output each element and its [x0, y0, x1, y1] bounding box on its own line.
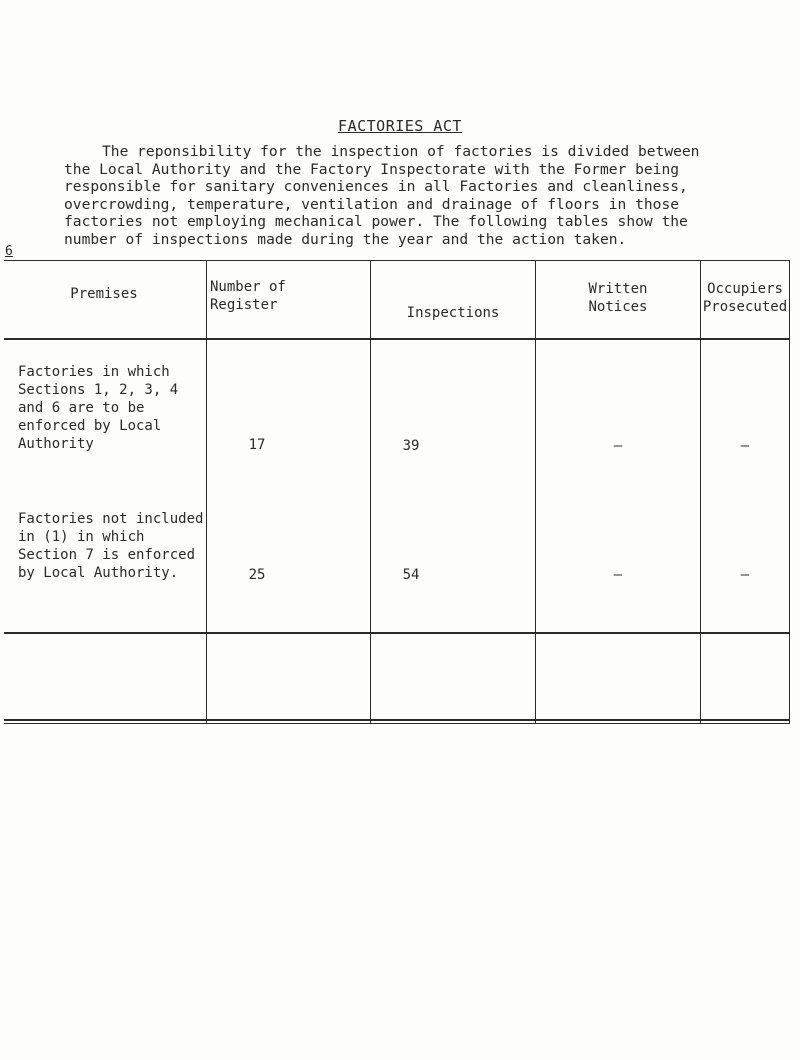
intro-line: factories not employing mechanical power. The following tables show the [64, 213, 688, 230]
col-divider [535, 260, 536, 723]
header-prosecuted [701, 280, 789, 316]
cell-prosecuted: – [740, 567, 750, 583]
col-divider [206, 260, 207, 723]
cell-inspections: 54 [402, 567, 420, 583]
intro-line: overcrowding, temperature, ventilation and drainage of floors in those [64, 195, 680, 213]
page-mark: 6 [5, 244, 13, 259]
page-title: FACTORIES ACT [338, 117, 462, 135]
header-notices-line: Written [588, 281, 648, 297]
intro-line: The reponsibility for the inspection of factories is divided between [102, 143, 700, 160]
premises-line: Factories in which [18, 364, 170, 380]
col-divider [370, 260, 371, 723]
header-inspections: Inspections [406, 305, 500, 321]
cell-register: 17 [248, 437, 266, 453]
cell-notices: – [613, 438, 623, 454]
header-register-line: Number of [210, 279, 286, 295]
premises-line: Section 7 is enforced [18, 547, 196, 563]
col-divider [700, 260, 701, 723]
premises-line: in (1) in which [18, 529, 145, 545]
intro-paragraph [64, 143, 724, 248]
table-row-premises [18, 510, 206, 582]
col-divider [789, 260, 790, 723]
total-top-rule [4, 632, 790, 634]
header-notices [536, 280, 700, 316]
table-bottom-rule-2 [4, 723, 790, 724]
header-prosecuted-line: Occupiers [707, 281, 783, 297]
cell-prosecuted: – [740, 438, 750, 454]
intro-line: responsible for sanitary conveniences in all Factories and cleanliness, [64, 178, 688, 195]
header-register [210, 278, 370, 314]
header-notices-line: Notices [588, 299, 648, 315]
header-premises: Premises [70, 286, 138, 302]
header-bottom-rule [4, 338, 790, 340]
cell-notices: – [613, 567, 623, 583]
cell-register: 25 [248, 567, 266, 583]
premises-line: Authority [18, 436, 94, 452]
header-prosecuted-line: Prosecuted [702, 299, 788, 315]
intro-line: number of inspections made during the year and the action taken. [64, 230, 627, 248]
premises-line: Sections 1, 2, 3, 4 [18, 382, 179, 398]
premises-line: and 6 are to be [18, 400, 145, 416]
table-row-premises [18, 363, 206, 453]
premises-line: Factories not included [18, 511, 204, 527]
cell-inspections: 39 [402, 438, 420, 454]
premises-line: by Local Authority. [18, 565, 179, 581]
table-top-rule [4, 260, 790, 261]
intro-line: the Local Authority and the Factory Inspectorate with the Former being [64, 160, 680, 178]
table-bottom-rule [4, 719, 790, 721]
premises-line: enforced by Local [18, 418, 162, 434]
header-register-line: Register [210, 297, 278, 313]
